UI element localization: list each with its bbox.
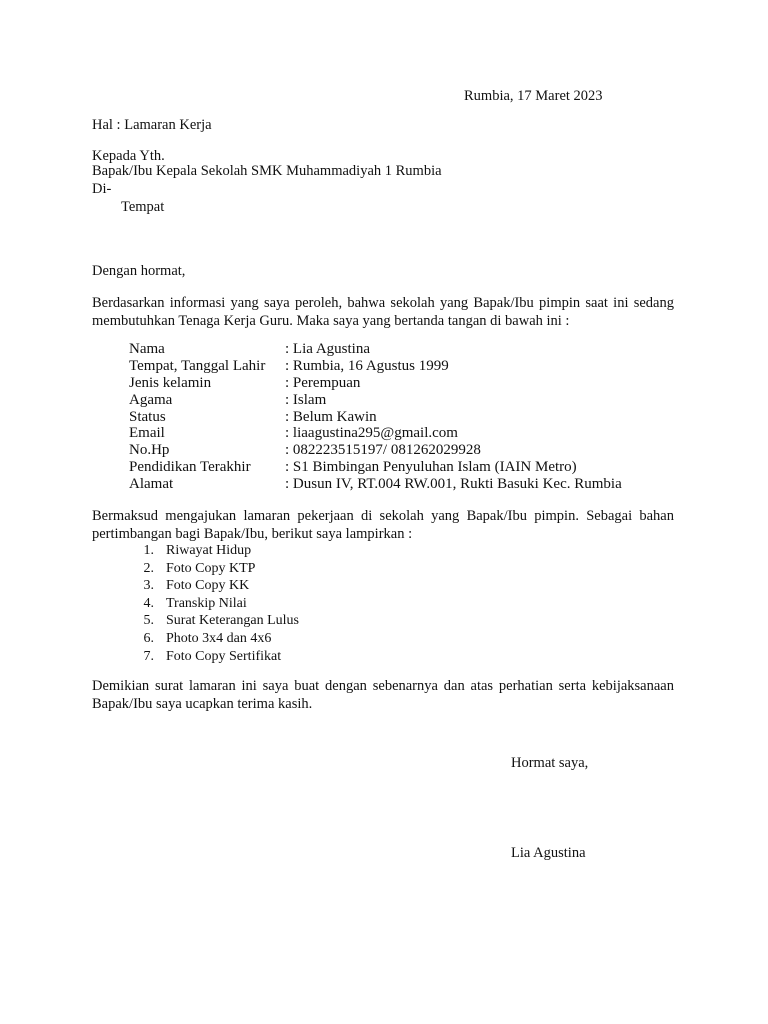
list-item-text: Riwayat Hidup: [166, 543, 252, 558]
signature-name: Lia Agustina: [511, 845, 586, 861]
biodata-label: Status: [129, 408, 166, 425]
biodata-row: [129, 476, 689, 493]
intro-line-1: Berdasarkan informasi yang saya peroleh, bahwa sekolah yang Bapak/Ibu pimpin saat ini sedang: [92, 295, 674, 311]
list-item-number: 3.: [143, 578, 154, 594]
list-item-number: 5.: [143, 613, 154, 629]
closing-line-1: Demikian surat lamaran ini saya buat dengan sebenarnya dan atas perhatian serta kebijaksanaan: [92, 678, 674, 694]
list-item-text: Surat Keterangan Lulus: [166, 613, 299, 629]
list-item-number: 4.: [143, 595, 154, 611]
list-item: [140, 595, 440, 613]
list-item-number: 7.: [143, 648, 154, 664]
list-item-text: Foto Copy KTP: [166, 560, 256, 576]
biodata-value: : Rumbia, 16 Agustus 1999: [285, 357, 449, 374]
biodata-row: [129, 442, 689, 459]
recipient-di: Di-: [92, 181, 112, 197]
recipient-name: Bapak/Ibu Kepala Sekolah SMK Muhammadiyah 1 Rumbia: [92, 163, 442, 179]
list-item: [140, 630, 440, 648]
list-item-number: 1.: [143, 543, 154, 558]
biodata-value: : Belum Kawin: [285, 408, 377, 425]
recipient-salutation: Kepada Yth.: [92, 148, 165, 164]
biodata-row: [129, 392, 689, 409]
biodata-value: : Islam: [285, 391, 327, 408]
biodata-row: [129, 341, 689, 358]
list-item-number: 6.: [143, 630, 154, 646]
list-item: [140, 648, 440, 666]
place-date: Rumbia, 17 Maret 2023: [464, 88, 603, 104]
greeting: Dengan hormat,: [92, 263, 186, 279]
biodata-label: No.Hp: [129, 442, 170, 459]
list-item: [140, 577, 440, 595]
biodata-value: : Dusun IV, RT.004 RW.001, Rukti Basuki Kec. Rumbia: [285, 476, 622, 493]
list-item-text: Foto Copy KK: [166, 578, 250, 594]
biodata-row: [129, 375, 689, 392]
biodata-label: Tempat, Tanggal Lahir: [129, 357, 266, 374]
intro-line-2: membutuhkan Tenaga Kerja Guru. Maka saya yang bertanda tangan di bawah ini :: [92, 313, 570, 329]
closing-paragraph: [92, 677, 674, 713]
list-item-text: Transkip Nilai: [166, 595, 247, 611]
biodata-value: : liaagustina295@gmail.com: [285, 425, 458, 442]
biodata-list: [129, 341, 689, 493]
biodata-value: : Perempuan: [285, 374, 361, 391]
biodata-value: : S1 Bimbingan Penyuluhan Islam (IAIN Metro): [285, 459, 577, 476]
biodata-value: : 082223515197/ 081262029928: [285, 442, 481, 459]
biodata-row: [129, 425, 689, 442]
recipient-place: Tempat: [121, 199, 165, 215]
list-item-text: Photo 3x4 dan 4x6: [166, 630, 272, 646]
sign-off: Hormat saya,: [511, 755, 589, 771]
intro-paragraph: [92, 294, 674, 330]
list-item: [140, 542, 440, 560]
attachment-list: [140, 542, 440, 665]
purpose-line-1: Bermaksud mengajukan lamaran pekerjaan di sekolah yang Bapak/Ibu pimpin. Sebagai bahan: [92, 508, 674, 524]
biodata-row: [129, 459, 689, 476]
list-item: [140, 560, 440, 578]
list-item: [140, 612, 440, 630]
biodata-label: Pendidikan Terakhir: [129, 459, 251, 476]
biodata-value: : Lia Agustina: [285, 341, 370, 357]
biodata-label: Email: [129, 425, 165, 442]
list-item-text: Foto Copy Sertifikat: [166, 648, 282, 664]
list-item-number: 2.: [143, 560, 154, 576]
biodata-label: Alamat: [129, 476, 174, 493]
closing-line-2: Bapak/Ibu saya ucapkan terima kasih.: [92, 696, 313, 712]
purpose-line-2: pertimbangan bagi Bapak/Ibu, berikut saya lampirkan :: [92, 526, 413, 542]
biodata-label: Jenis kelamin: [129, 374, 212, 391]
purpose-paragraph: [92, 507, 674, 543]
biodata-row: [129, 409, 689, 426]
biodata-row: [129, 358, 689, 375]
biodata-label: Agama: [129, 391, 173, 408]
subject-line: Hal : Lamaran Kerja: [92, 117, 212, 133]
biodata-label: Nama: [129, 341, 165, 357]
